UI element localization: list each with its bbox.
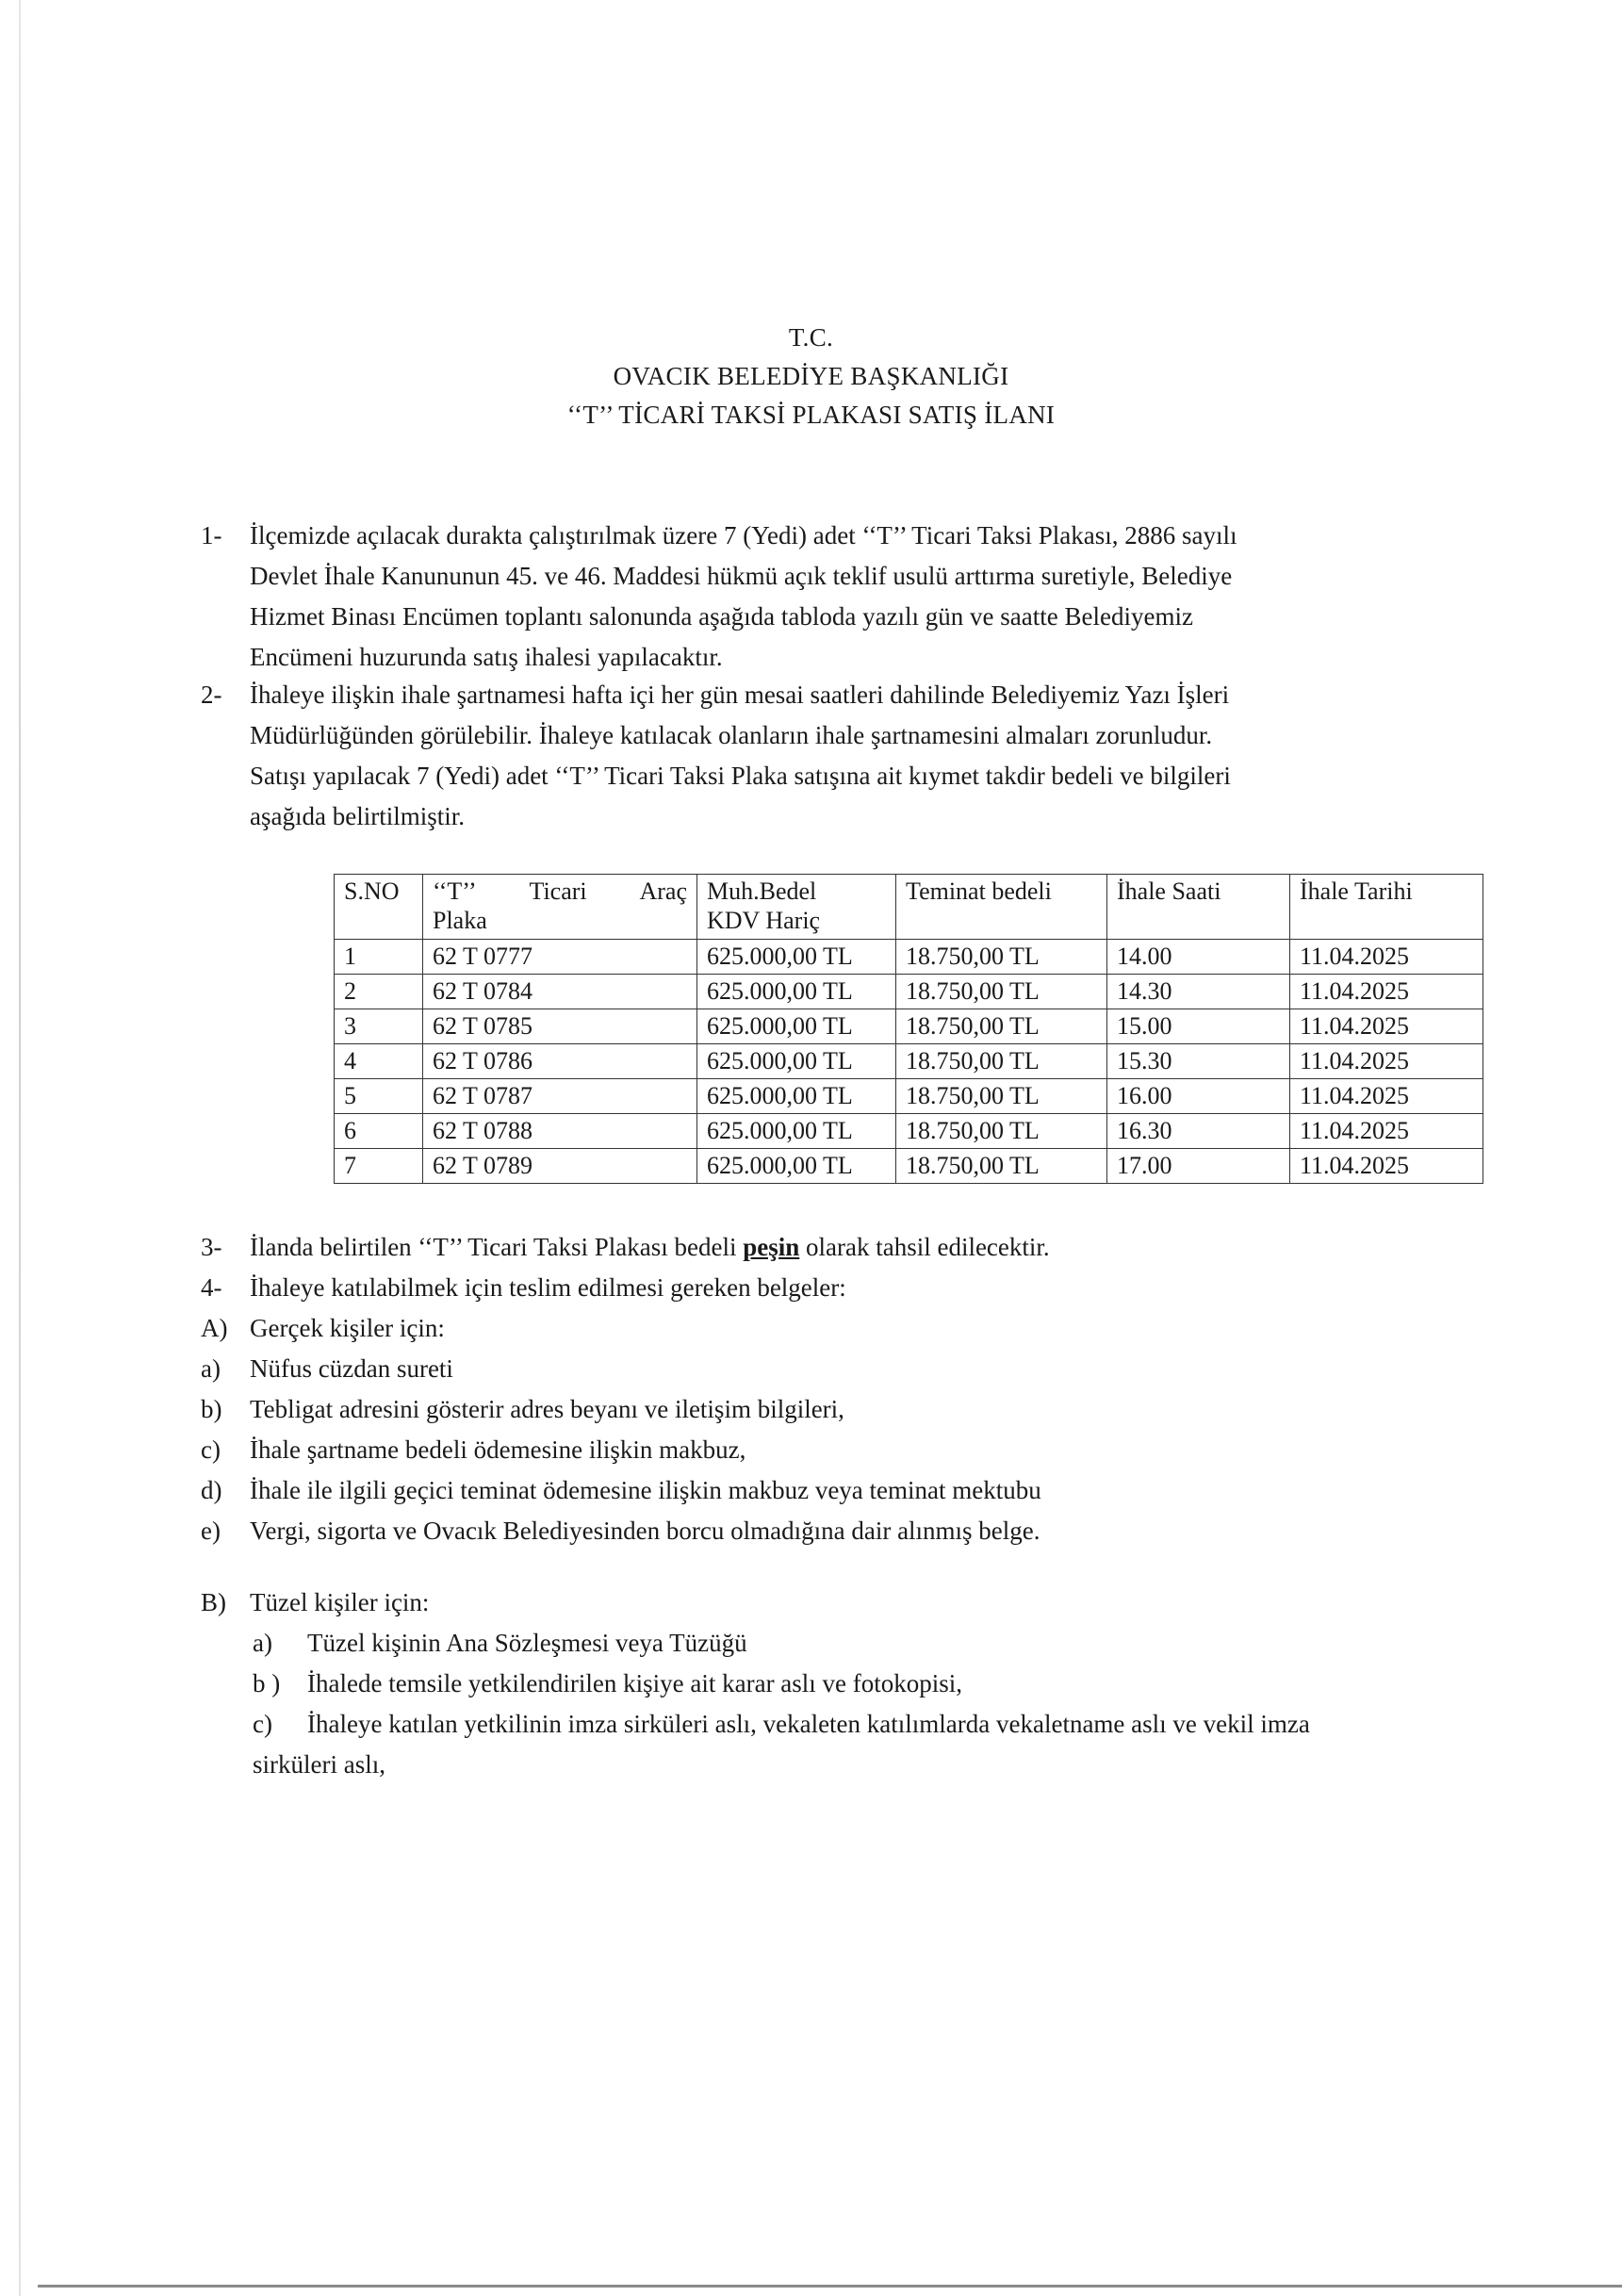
paragraph-1-number: 1- [201, 521, 222, 549]
section-a-title [201, 1308, 1520, 1349]
paragraph-3-text-after: olarak tahsil edilecektir. [799, 1233, 1050, 1261]
list-item [253, 1664, 1516, 1704]
cell-guarantee: 18.750,00 TL [896, 1079, 1107, 1114]
cell-time: 16.00 [1107, 1079, 1290, 1114]
scan-edge-bottom [38, 2285, 1622, 2288]
header-plate-part-2: Ticari [529, 877, 587, 905]
table-row [335, 940, 1483, 975]
cell-plate: 62 T 0787 [423, 1079, 697, 1114]
section-a-title-text: Gerçek kişiler için: [250, 1314, 445, 1342]
header-plate-part-1: ‘‘T’’ [433, 877, 477, 905]
cell-sno: 7 [335, 1149, 423, 1184]
list-item-text: İhalede temsile yetkilendirilen kişiye ait karar aslı ve fotokopisi, [307, 1669, 963, 1697]
list-item-label: c) [201, 1435, 221, 1464]
list-item-label: a) [253, 1629, 272, 1657]
cell-price: 625.000,00 TL [697, 1079, 896, 1114]
header-plate-part-3: Araç [639, 877, 687, 905]
paragraph-3 [201, 1227, 1520, 1268]
header-price-line-2: KDV Hariç [707, 907, 821, 934]
cell-sno: 4 [335, 1044, 423, 1079]
table-row [335, 1149, 1483, 1184]
list-item-text: Nüfus cüzdan sureti [250, 1354, 453, 1383]
paragraph-2-line-1: İhaleye ilişkin ihale şartnamesi hafta içi her gün mesai saatleri dahilinde Belediyemiz Yazı İşleri [250, 681, 1230, 709]
header-price [697, 875, 896, 940]
header-guarantee: Teminat bedeli [896, 875, 1107, 940]
paragraph-2-number: 2- [201, 681, 222, 709]
section-b-title-text: Tüzel kişiler için: [250, 1588, 430, 1616]
list-item-text: İhale ile ilgili geçici teminat ödemesine ilişkin makbuz veya teminat mektubu [250, 1476, 1041, 1504]
header-date: İhale Tarihi [1290, 875, 1483, 940]
paragraph-1-line-1: İlçemizde açılacak durakta çalıştırılmak üzere 7 (Yedi) adet ‘‘T’’ Ticari Taksi Plakası, 2886 sayılı [250, 521, 1237, 549]
list-item-text: Vergi, sigorta ve Ovacık Belediyesinden borcu olmadığına dair alınmış belge. [250, 1517, 1040, 1545]
list-item-label: a) [201, 1354, 221, 1383]
cell-guarantee: 18.750,00 TL [896, 1114, 1107, 1149]
table-row [335, 1009, 1483, 1044]
cell-time: 17.00 [1107, 1149, 1290, 1184]
paragraph-4-number: 4- [201, 1273, 222, 1302]
list-item [201, 1470, 1520, 1511]
cell-time: 14.30 [1107, 975, 1290, 1009]
cell-sno: 5 [335, 1079, 423, 1114]
cell-price: 625.000,00 TL [697, 1044, 896, 1079]
header-sno: S.NO [335, 875, 423, 940]
cell-time: 15.30 [1107, 1044, 1290, 1079]
list-item-text: Tebligat adresini gösterir adres beyanı ve iletişim bilgileri, [250, 1395, 844, 1423]
paragraph-4-text: İhaleye katılabilmek için teslim edilmesi gereken belgeler: [250, 1273, 846, 1302]
cell-price: 625.000,00 TL [697, 1114, 896, 1149]
table-row [335, 1079, 1483, 1114]
cell-time: 16.30 [1107, 1114, 1290, 1149]
header-plate-part-4: Plaka [433, 907, 487, 934]
plate-sale-table [334, 874, 1483, 1184]
cell-guarantee: 18.750,00 TL [896, 1044, 1107, 1079]
cell-date: 11.04.2025 [1290, 1044, 1483, 1079]
paragraph-2-line-4: aşağıda belirtilmiştir. [250, 802, 465, 830]
list-item-text: İhale şartname bedeli ödemesine ilişkin makbuz, [250, 1435, 746, 1464]
paragraph-4 [201, 1268, 1520, 1308]
list-item-label: b) [201, 1395, 222, 1423]
cell-plate: 62 T 0777 [423, 940, 697, 975]
cell-sno: 3 [335, 1009, 423, 1044]
cell-plate: 62 T 0786 [423, 1044, 697, 1079]
cell-guarantee: 18.750,00 TL [896, 975, 1107, 1009]
cell-date: 11.04.2025 [1290, 1149, 1483, 1184]
list-item-label: c) [253, 1710, 272, 1738]
cell-sno: 1 [335, 940, 423, 975]
cell-price: 625.000,00 TL [697, 1009, 896, 1044]
list-item-text: Tüzel kişinin Ana Sözleşmesi veya Tüzüğü [307, 1629, 747, 1657]
paragraph-1-line-3: Hizmet Binası Encümen toplantı salonunda aşağıda tabloda yazılı gün ve saatte Belediyemiz [250, 602, 1193, 631]
paragraph-1 [201, 516, 1492, 678]
paragraph-3-number: 3- [201, 1233, 222, 1261]
paragraph-1-line-4: Encümeni huzurunda satış ihalesi yapılacaktır. [250, 643, 723, 671]
section-a-label: A) [201, 1314, 228, 1342]
table-row [335, 1114, 1483, 1149]
cell-date: 11.04.2025 [1290, 1114, 1483, 1149]
list-item [201, 1349, 1520, 1389]
paragraph-2-line-3: Satışı yapılacak 7 (Yedi) adet ‘‘T’’ Ticari Taksi Plaka satışına ait kıymet takdir bedeli ve bilgileri [250, 762, 1231, 790]
cell-plate: 62 T 0785 [423, 1009, 697, 1044]
header-line-tc: T.C. [788, 323, 834, 352]
table-row [335, 975, 1483, 1009]
paragraph-3-emphasis: peşin [743, 1233, 800, 1261]
header-price-line-1: Muh.Bedel [707, 877, 817, 905]
cell-plate: 62 T 0788 [423, 1114, 697, 1149]
list-item-label: b ) [253, 1669, 281, 1697]
cell-price: 625.000,00 TL [697, 940, 896, 975]
paragraph-1-line-2: Devlet İhale Kanununun 45. ve 46. Maddesi hükmü açık teklif usulü arttırma suretiyle, Belediye [250, 562, 1233, 590]
cell-guarantee: 18.750,00 TL [896, 1149, 1107, 1184]
cell-sno: 2 [335, 975, 423, 1009]
cell-date: 11.04.2025 [1290, 1009, 1483, 1044]
list-item [201, 1389, 1520, 1430]
header-plate [423, 875, 697, 940]
list-item [253, 1704, 1516, 1745]
paragraph-2 [201, 675, 1492, 837]
document-header [0, 319, 1622, 435]
table-header-row [335, 875, 1483, 940]
cell-date: 11.04.2025 [1290, 1079, 1483, 1114]
cell-guarantee: 18.750,00 TL [896, 1009, 1107, 1044]
list-item-label: d) [201, 1476, 222, 1504]
header-line-title: ‘‘T’’ TİCARİ TAKSİ PLAKASI SATIŞ İLANI [566, 401, 1056, 429]
list-item-label: e) [201, 1517, 221, 1545]
cell-price: 625.000,00 TL [697, 975, 896, 1009]
cell-time: 14.00 [1107, 940, 1290, 975]
list-item-continuation [253, 1745, 1516, 1785]
cell-price: 625.000,00 TL [697, 1149, 896, 1184]
list-item [201, 1511, 1520, 1551]
list-item [253, 1623, 1516, 1664]
paragraph-3-text-before: İlanda belirtilen ‘‘T’’ Ticari Taksi Plakası bedeli [250, 1233, 744, 1261]
list-item-text: İhaleye katılan yetkilinin imza sirküleri aslı, vekaleten katılımlarda vekaletname aslı ve vekil imza [307, 1710, 1310, 1738]
cell-plate: 62 T 0789 [423, 1149, 697, 1184]
cell-date: 11.04.2025 [1290, 940, 1483, 975]
cell-plate: 62 T 0784 [423, 975, 697, 1009]
cell-guarantee: 18.750,00 TL [896, 940, 1107, 975]
cell-time: 15.00 [1107, 1009, 1290, 1044]
list-item-text: sirküleri aslı, [253, 1750, 385, 1779]
cell-date: 11.04.2025 [1290, 975, 1483, 1009]
paragraph-2-line-2: Müdürlüğünden görülebilir. İhaleye katılacak olanların ihale şartnamesini almaları zorunludur. [250, 721, 1213, 749]
section-b-title [201, 1583, 1520, 1623]
table-row [335, 1044, 1483, 1079]
list-item [201, 1430, 1520, 1470]
cell-sno: 6 [335, 1114, 423, 1149]
section-b-label: B) [201, 1588, 226, 1616]
header-time: İhale Saati [1107, 875, 1290, 940]
header-line-institution: OVACIK BELEDİYE BAŞKANLIĞI [613, 362, 1009, 390]
